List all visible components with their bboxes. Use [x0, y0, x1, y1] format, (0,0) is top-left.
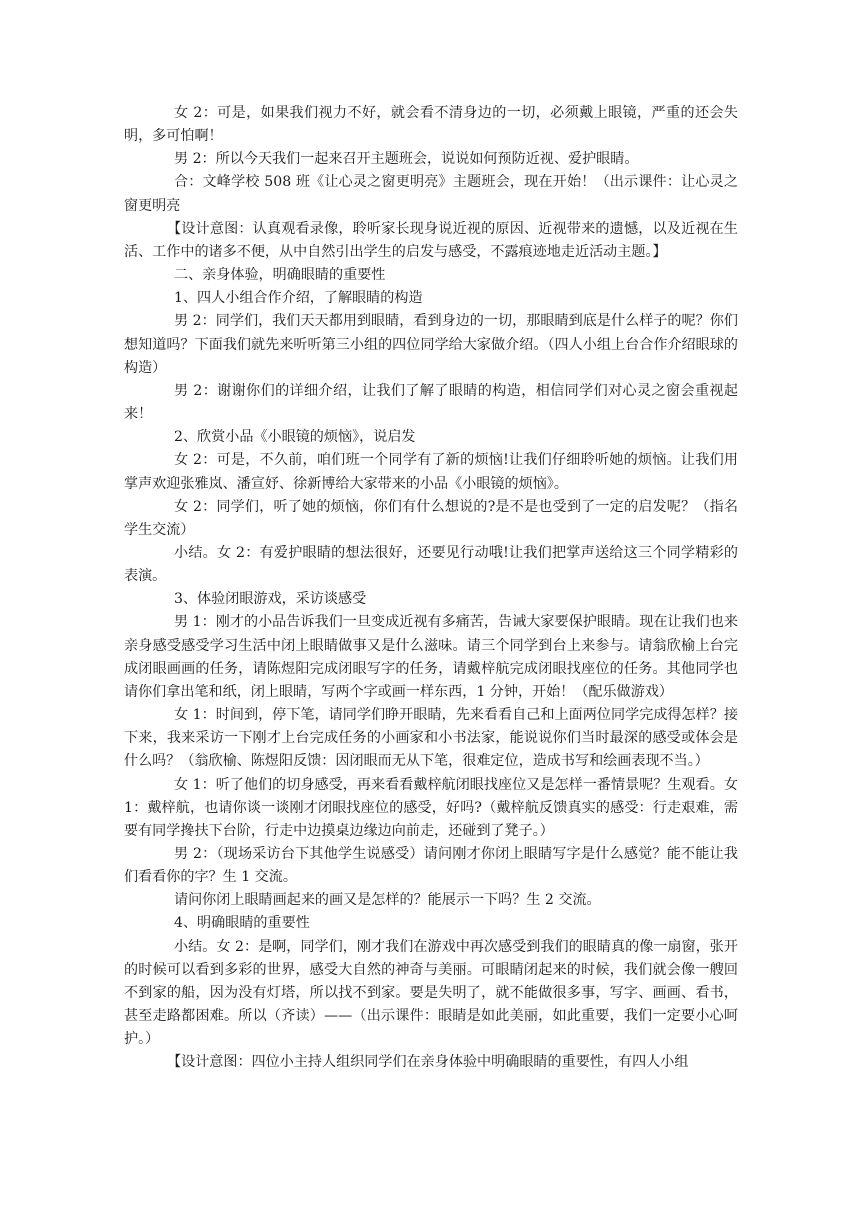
dialogue-paragraph: 男 1：刚才的小品告诉我们一旦变成近视有多痛苦，告诫大家要保护眼睛。现在让我们也来亲身感受感受学习生活中闭上眼睛做事又是什么滋味。请三个同学到台上来参与。请翁欣榆上台完成闭眼画画的任务，请陈煜阳完成闭眼写字的任务，请戴梓航完成闭眼找座位的任务。其他同学也请你们拿出笔和纸，闭上眼睛，写两个字或画一样东西，1 分钟，开始！（配乐做游戏） — [124, 614, 738, 700]
subsection-heading: 1、四人小组合作介绍，了解眼睛的构造 — [174, 290, 423, 307]
dialogue-paragraph: 女 2：可是，如果我们视力不好，就会看不清身边的一切，必须戴上眼镜，严重的还会失明，多可怕啊！ — [124, 105, 738, 145]
dialogue-paragraph: 女 1：听了他们的切身感受，再来看看戴梓航闭眼找座位又是怎样一番情景呢？生观看。女 1：戴梓航，也请你谈一谈刚才闭眼找座位的感受，好吗?（戴梓航反馈真实的感受：行走艰难，需要有同学搀扶下台阶，行走中边摸桌边缘边向前走，还碰到了凳子。） — [124, 776, 738, 839]
design-intent-paragraph: 【设计意图：认真观看录像，聆听家长现身说近视的原因、近视带来的遗憾，以及近视在生活、工作中的诸多不便，从中自然引出学生的启发与感受，不露痕迹地走近活动主题。】 — [124, 220, 738, 260]
design-intent-paragraph: 【设计意图：四位小主持人组织同学们在亲身体验中明确眼睛的重要性，有四人小组 — [167, 1054, 689, 1071]
dialogue-paragraph: 男 2：谢谢你们的详细介绍，让我们了解了眼睛的构造，相信同学们对心灵之窗会重视起来！ — [124, 382, 738, 423]
subsection-heading: 3、体验闭眼游戏，采访谈感受 — [174, 591, 367, 608]
summary-paragraph: 小结。女 2：有爱护眼睛的想法很好，还要见行动哦!让我们把掌声送给这三个同学精彩的表演。 — [124, 544, 738, 585]
dialogue-paragraph: 请问你闭上眼睛画起来的画又是怎样的？能展示一下吗？生 2 交流。 — [174, 892, 601, 909]
section-heading: 二、亲身体验，明确眼睛的重要性 — [174, 267, 386, 284]
dialogue-paragraph: 合：文峰学校 508 班《让心灵之窗更明亮》主题班会，现在开始！（出示课件：让心灵之窗更明亮 — [124, 174, 738, 214]
dialogue-paragraph: 男 2：所以今天我们一起来召开主题班会，说说如何预防近视、爱护眼睛。 — [174, 151, 639, 168]
dialogue-paragraph: 女 2：可是，不久前，咱们班一个同学有了新的烦恼!让我们仔细聆听她的烦恼。让我们用掌声欢迎张雅岚、潘宣妤、徐新博给大家带来的小品《小眼镜的烦恼》。 — [124, 452, 738, 492]
dialogue-paragraph: 男 2：同学们，我们天天都用到眼睛，看到身边的一切，那眼睛到底是什么样子的呢？你们想知道吗？下面我们就先来听听第三小组的四位同学给大家做介绍。（四人小组上台合作介绍眼球的构造） — [124, 313, 738, 376]
subsection-heading: 2、欣赏小品《小眼镜的烦恼》，说启发 — [174, 429, 416, 446]
dialogue-paragraph: 女 2：同学们，听了她的烦恼，你们有什么想说的?是不是也受到了一定的启发呢？（指名学生交流） — [124, 498, 738, 538]
summary-paragraph: 小结。女 2：是啊，同学们，刚才我们在游戏中再次感受到我们的眼睛真的像一扇窗，张开的时候可以看到多彩的世界，感受大自然的神奇与美丽。可眼睛闭起来的时候，我们就会像一艘回不到家的船，因为没有灯塔，所以找不到家。要是失明了，就不能做很多事，写字、画画、看书，甚至走路都困难。所以（齐读）——（出示课件：眼睛是如此美丽，如此重要，我们一定要小心呵护。） — [124, 938, 738, 1048]
dialogue-paragraph: 女 1：时间到，停下笔，请同学们睁开眼睛，先来看看自己和上面两位同学完成得怎样？接下来，我来采访一下刚才上台完成任务的小画家和小书法家，能说说你们当时最深的感受或体会是什么吗？（翁欣榆、陈煜阳反馈：因闭眼而无从下笔，很难定位，造成书写和绘画表现不当。） — [124, 707, 738, 770]
dialogue-paragraph: 男 2：（现场采访台下其他学生说感受）请问刚才你闭上眼睛写字是什么感觉？能不能让我们看看你的字？生 1 交流。 — [124, 846, 738, 886]
subsection-heading: 4、明确眼睛的重要性 — [174, 915, 310, 932]
